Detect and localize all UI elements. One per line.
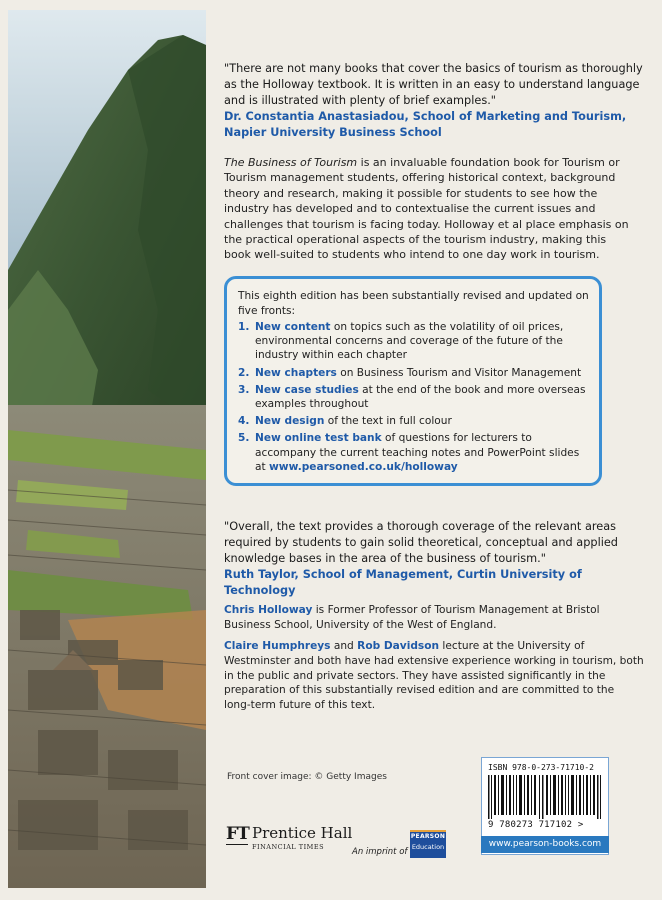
author-name: Chris Holloway (224, 604, 313, 616)
feature-text: of the text in full colour (324, 415, 452, 428)
isbn-label: ISBN 978-0-273-71710-2 (488, 763, 594, 772)
imprint-label: An imprint of (352, 847, 408, 857)
feature-heading: New content (255, 321, 331, 333)
feature-heading: New design (255, 415, 325, 428)
book-description (224, 155, 634, 263)
quote-1-attribution: Dr. Constantia Anastasiadou, School of Marketing and Tourism, Napier University Business School (224, 110, 627, 139)
feature-heading: New case studies (255, 383, 359, 396)
financial-times-tagline: FINANCIAL TIMES (252, 843, 325, 851)
feature-item (238, 414, 589, 428)
pearson-education-label: Education (411, 843, 445, 851)
book-title: The Business of Tourism (224, 156, 358, 169)
review-quote-1 (224, 61, 644, 141)
companion-website-link[interactable]: www.pearsoned.co.uk/holloway (269, 460, 458, 473)
prentice-hall-logo: Prentice Hall (252, 824, 353, 842)
feature-text: of questions for lecturers to accompany the current teaching notes and PowerPoint slides at (255, 432, 580, 473)
feature-heading: New chapters (255, 366, 337, 379)
quote-2-text: "Overall, the text provides a thorough coverage of the relevant areas required by students to gain solid theoretical, conceptual and applied knowledge bases in the area of the business of tourism." (224, 520, 618, 565)
feature-number: 1. (238, 321, 250, 333)
feature-number: 5. (238, 432, 250, 445)
features-intro: This eighth edition has been substantially revised and updated on five fronts: (238, 290, 589, 317)
author-name: Rob Davidson (357, 640, 440, 652)
features-box (224, 276, 602, 486)
author-bio-text: is Former Professor of Tourism Management at Bristol Business School, University of the West of England. (224, 604, 600, 631)
feature-heading: New online test bank (255, 432, 382, 445)
cover-image-credit: Front cover image: © Getty Images (227, 772, 387, 782)
quote-1-text: "There are not many books that cover the basics of tourism as thoroughly as the Holloway textbook. It is written in an easy to understand language and is illustrated with plenty of brief examples." (224, 62, 643, 107)
feature-number: 2. (238, 366, 250, 379)
quote-2-attribution: Ruth Taylor, School of Management, Curtin University of Technology (224, 568, 582, 597)
review-quote-2 (224, 519, 644, 599)
pearson-logo (410, 830, 446, 858)
author-bio-text: lecture at the University of Westminster and both have had extensive experience working in tourism, both in the public and private sectors. They have assisted significantly in the preparation of this substantially revised edition and are committed to the long-term future of this text. (224, 640, 644, 712)
ft-logo: FT (226, 824, 249, 844)
barcode-number: 9 780273 717102 > (488, 820, 584, 830)
feature-text: on topics such as the volatility of oil prices, environmental concerns and coverage of the future of the industry within each chapter (255, 321, 564, 362)
pearson-wordmark: PEARSON (410, 833, 446, 840)
feature-number: 4. (238, 415, 250, 428)
publisher-website-link[interactable]: www.pearson-books.com (481, 836, 609, 853)
author-name: Claire Humphreys (224, 640, 331, 652)
feature-item (238, 383, 589, 411)
publisher-logos (224, 824, 464, 860)
feature-number: 3. (238, 383, 250, 396)
feature-item (238, 431, 589, 474)
author-bio-1 (224, 603, 644, 633)
features-list (238, 320, 589, 474)
cover-photo-machu-picchu (8, 10, 206, 888)
feature-text: on Business Tourism and Visitor Management (336, 366, 582, 379)
author-bio-2 (224, 639, 644, 713)
feature-text: at the end of the book and more overseas examples throughout (255, 383, 586, 411)
pearson-stripe (410, 830, 446, 832)
feature-item (238, 366, 589, 380)
barcode-icon (488, 775, 602, 819)
description-text: is an invaluable foundation book for Tourism or Tourism management students, offering historical context, background theory and research, making it possible for students to see how the industry has developed and to contextualise the current issues and challenges that tourism is facing today. Holloway et al place emphasis on the practical operational aspects of the tourism industry, making this book well-suited to students who intend to one day work in tourism. (224, 156, 629, 262)
conjunction: and (330, 640, 358, 652)
feature-item (238, 320, 589, 363)
